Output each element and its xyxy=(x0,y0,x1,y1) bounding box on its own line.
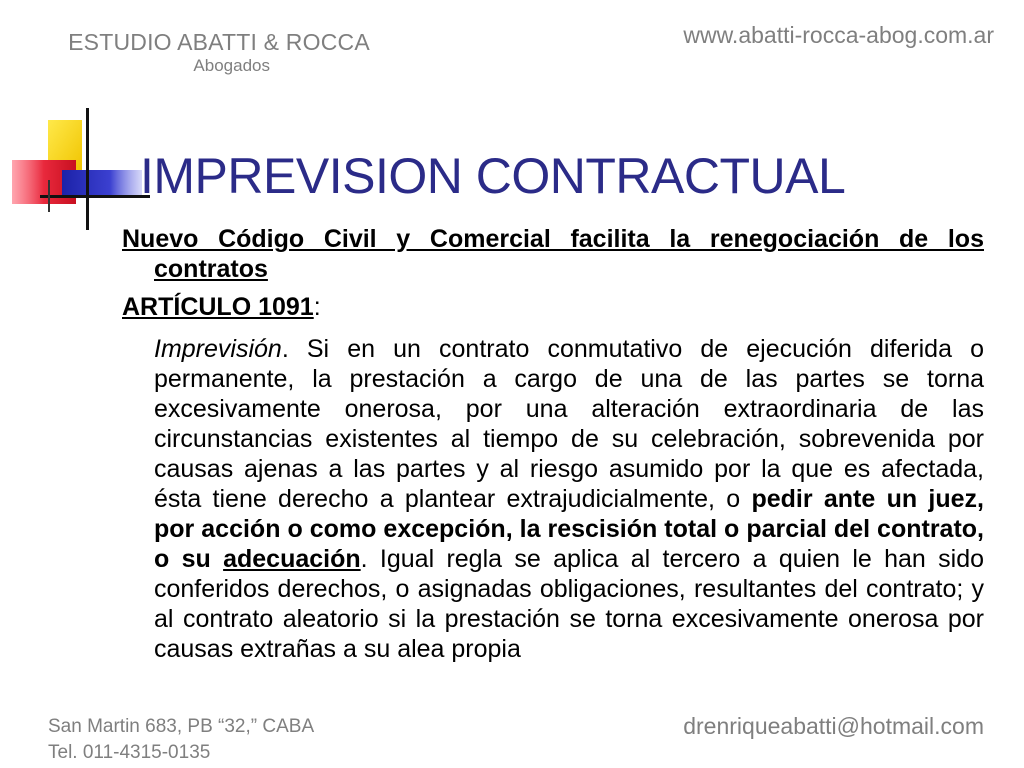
firm-subtitle: Abogados xyxy=(193,56,270,75)
phone-line: Tel. 011-4315-0135 xyxy=(48,742,211,763)
article-body xyxy=(122,334,984,664)
decorative-color-blocks xyxy=(0,100,150,235)
article-text-bold: pedir ante un juez, por acción o como excepción, la rescisión total o parcial del contrato, o su xyxy=(154,485,984,573)
article-heading xyxy=(122,292,984,322)
article-colon: : xyxy=(313,293,321,321)
footer-email: drenriqueabatti@hotmail.com xyxy=(683,713,984,739)
deco-short-line xyxy=(48,180,50,212)
deco-blue-bar xyxy=(62,170,142,196)
address-line: San Martin 683, PB “32,” CABA xyxy=(48,716,315,737)
website-url: www.abatti-rocca-abog.com.ar xyxy=(683,22,994,48)
slide-title: IMPREVISION CONTRACTUAL xyxy=(140,148,846,204)
slide-content xyxy=(122,224,984,664)
article-text-part2: . Igual regla se aplica al tercero a quien le han sido conferidos derechos, o asignadas obligaciones, resultantes del contrato; y al contrato aleatorio si la prestación se torna excesivamente onerosa por causas extrañas a su alea propia xyxy=(154,545,985,663)
article-text-part1: . Si en un contrato conmutativo de ejecución diferida o permanente, la prestación a cargo de una de las partes se torna excesivamente onerosa, por una alteración extraordinaria de las circunstancias existentes al tiempo de su celebración, sobrevenida por causas ajenas a las partes y al riesgo asumido por la que es afectada, ésta tiene derecho a plantear extrajudicialmente, o xyxy=(154,335,984,513)
slide-headline: Nuevo Código Civil y Comercial facilita la renegociación de los contratos xyxy=(122,225,984,283)
article-label: ARTÍCULO 1091 xyxy=(122,293,314,321)
article-text-bold-underlined: adecuación xyxy=(223,545,361,573)
deco-horizontal-line xyxy=(40,195,150,198)
firm-name: ESTUDIO ABATTI & ROCCA xyxy=(68,29,370,55)
footer-address xyxy=(48,714,314,766)
deco-vertical-line xyxy=(86,108,89,230)
article-lead: Imprevisión xyxy=(154,335,282,363)
firm-header xyxy=(54,28,384,76)
